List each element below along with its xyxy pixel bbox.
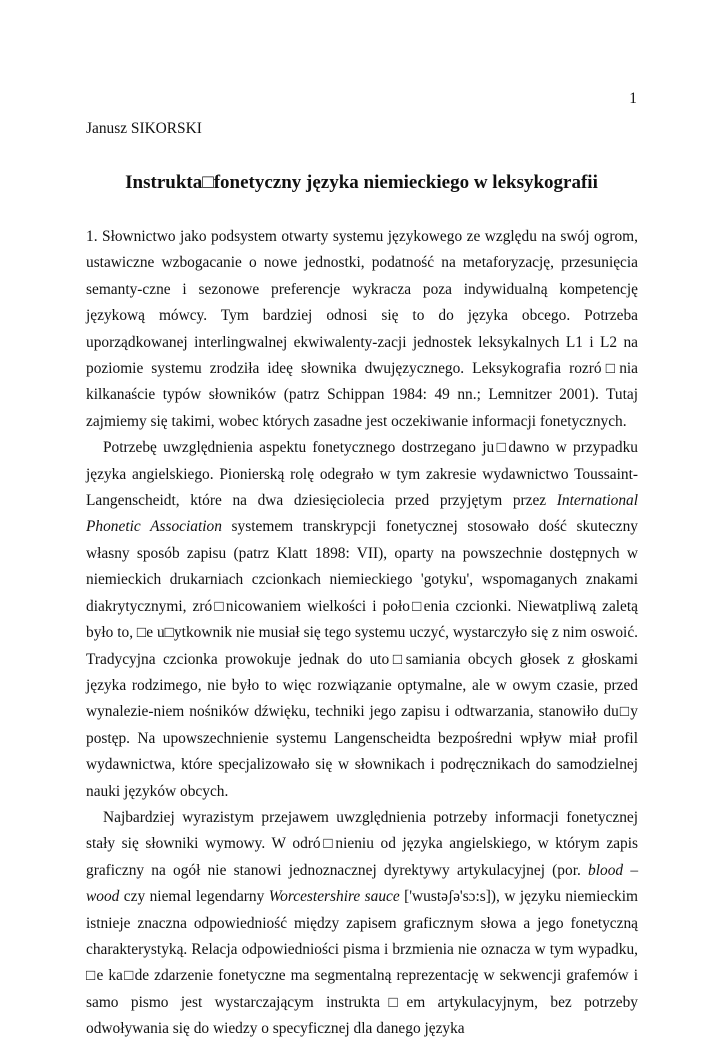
text-run: ['wustəʃə'sɔ:s]), w języku niemieckim istnieje znaczna odpowiedniość między zapisem graficznym słowa a jego fonetyczną charakterystyką. Relacja odpowiedniości pisma i brzmienia nie oznacza w tym wypadku, □e ka□de zdarzenie fonetyczne ma segmentalną reprezentację w sekwencji grafemów i samo pismo jest wystarczającym instrukta□em artykulacyjnym, bez potrzeby odwoływania się do wiedzy o specyficznej dla danego języka — [86, 888, 638, 1038]
paragraph-3 — [86, 805, 638, 1043]
article-title: Instrukta□fonetyczny języka niemieckiego w leksykografii — [125, 172, 598, 193]
text-run: systemem transkrypcji fonetycznej stosowało dość skuteczny własny sposób zapisu (patrz Klatt 1898: VII), oparty na powszechnie dostępnych w niemieckich drukarniach czcionkach niemieckiego 'gotyku', wspomaganych znakami diakrytycznymi, zró□nicowaniem wielkości i poło□enia czcionki. Niewatpliwą zaletą było to, □e u□ytkownik nie musiał się tego systemu uczyć, wystarczyło się z nim oswoić. Tradycyjna czcionka prowokuje jednak do uto□samiania obcych głosek z głoskami języka rodzimego, nie było to więc rozwiązanie optymalne, ale w owym czasie, przed wynalezie-niem nośników dźwięku, techniki jego zapisu i odtwarzania, stanowiło du□y postęp. Na upowszechnienie systemu Langenscheidta bezpośredni wpływ miał profil wydawnictwa, które specjalizowało się w słownikach i podręcznikach do samodzielnej nauki języków obcych. — [86, 518, 639, 800]
paragraph-2 — [86, 435, 638, 805]
paragraph-1 — [86, 224, 638, 435]
text-run: – — [623, 861, 639, 879]
page-number: 1 — [629, 90, 637, 107]
italic-term: blood — [588, 861, 624, 879]
text-run: Potrzebę uwzględnienia aspektu fonetycznego dostrzegano ju□dawno w przypadku języka angielskiego. Pionierską rolę odegrało w tym zakresie wydawnictwo Toussaint-Langenscheidt, które na dwa dziesięciolecia przed przyjętym przez — [86, 439, 638, 510]
author-name: Janusz SIKORSKI — [86, 120, 202, 137]
italic-term: International Phonetic Association — [86, 492, 638, 536]
italic-term: Worcestershire sauce — [268, 888, 400, 906]
text-run: czy niemal legendarny — [119, 888, 269, 906]
text-run: 1. Słownictwo jako podsystem otwarty systemu językowego ze względu na swój ogrom, ustawiczne wzbogacanie o nowe jednostki, podatność na metaforyzację, przesunięcia semanty-czne i sezonowe preferencje wykracza poza indywidualną kompetencję językową mówcy. Tym bardziej odnosi się to do języka obcego. Potrzeba uporządkowanej interlingwalnej ekwiwalenty-zacji jednostek leksykalnych L1 i L2 na poziomie systemu zrodziła ideę słownika dwujęzycznego. Leksykografia rozró□nia kilkanaście typów słowników (patrz Schippan 1984: 49 nn.; Lemnitzer 2001). Tutaj zajmiemy się takimi, wobec których zasadne jest oczekiwanie informacji fonetycznych. — [86, 228, 638, 430]
article-body — [86, 224, 638, 1043]
text-run: Najbardziej wyrazistym przejawem uwzględnienia potrzeby informacji fonetycznej stały się słowniki wymowy. W odró□nieniu od języka angielskiego, w którym zapis graficzny na ogół nie stanowi jednoznacznej dyrektywy artykulacyjnej (por. — [86, 808, 638, 879]
italic-term: wood — [86, 888, 120, 906]
